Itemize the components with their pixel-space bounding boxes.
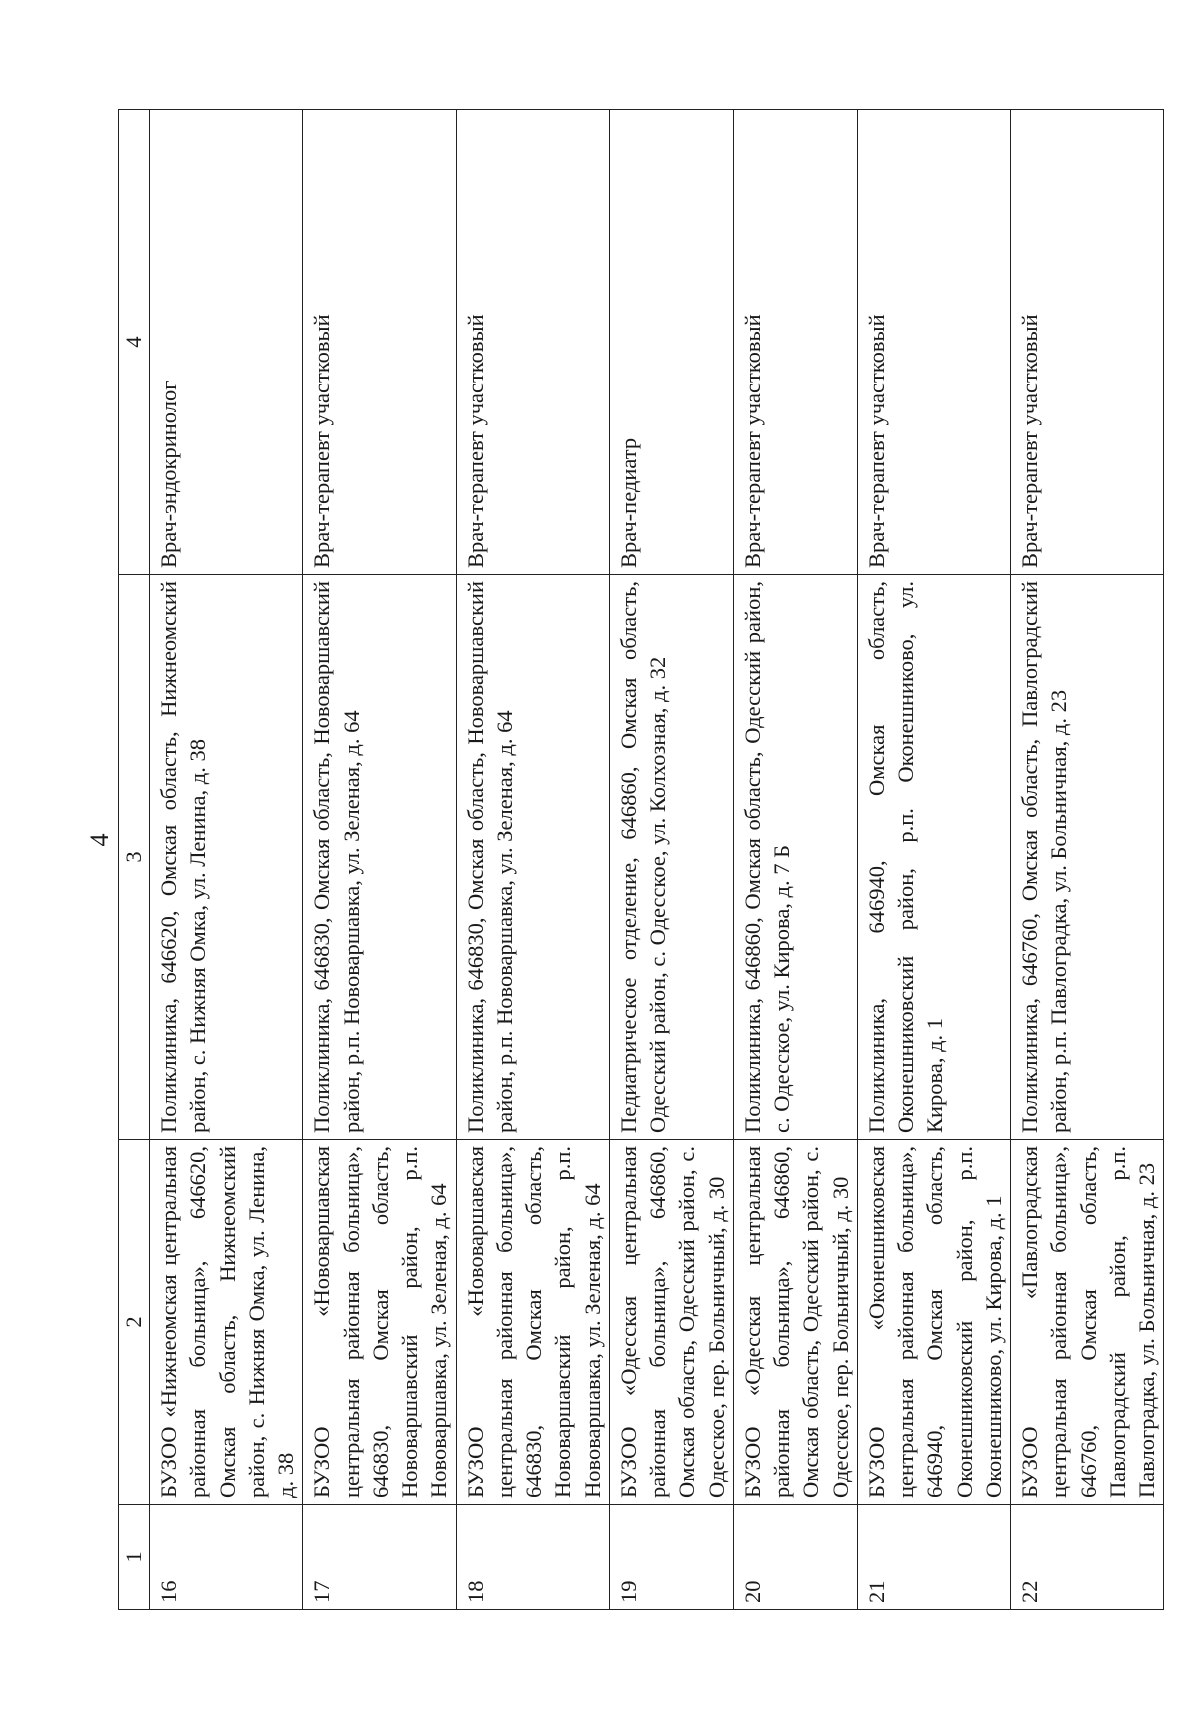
position-cell: Врач-эндокринолог	[150, 110, 303, 575]
organization-cell: БУЗОО «Одесская центральная районная больница», 646860, Омская область, Одесский район, с. Одесское, пер. Больничный, д. 30	[609, 1140, 733, 1505]
header-col-3: 3	[119, 575, 150, 1140]
clinic-cell: Поликлиника, 646760, Омская область, Павлоградский район, р.п. Павлоградка, ул. Больничная, д. 23	[1011, 575, 1164, 1140]
position-cell: Врач-терапевт участковый	[303, 110, 456, 575]
organization-cell: БУЗОО «Одесская центральная районная больница», 646860, Омская область, Одесский район, с. Одесское, пер. Больничный, д. 30	[733, 1140, 857, 1505]
row-number: 18	[456, 1505, 609, 1610]
clinic-cell: Поликлиника, 646860, Омская область, Одесский район, с. Одесское, ул. Кирова, д. 7 Б	[733, 575, 857, 1140]
organization-cell: БУЗОО «Нововаршавская центральная районная больница», 646830, Омская область, Нововаршавский район, р.п. Нововаршавка, ул. Зеленая, д. 64	[303, 1140, 456, 1505]
table-row	[456, 110, 609, 1610]
position-cell: Врач-терапевт участковый	[857, 110, 1010, 575]
header-row	[119, 110, 150, 1610]
table-row	[857, 110, 1010, 1610]
clinic-cell: Поликлиника, 646620, Омская область, Нижнеомский район, с. Нижняя Омка, ул. Ленина, д. 38	[150, 575, 303, 1140]
clinic-cell: Поликлиника, 646830, Омская область, Нововаршавский район, р.п. Нововаршавка, ул. Зеленая, д. 64	[456, 575, 609, 1140]
row-number: 16	[150, 1505, 303, 1610]
table-row	[1011, 110, 1164, 1610]
position-cell: Врач-терапевт участковый	[1011, 110, 1164, 575]
organization-cell: БУЗОО «Нововаршавская центральная районная больница», 646830, Омская область, Нововаршавский район, р.п. Нововаршавка, ул. Зеленая, д. 64	[456, 1140, 609, 1505]
row-number: 21	[857, 1505, 1010, 1610]
clinic-cell: Поликлиника, 646830, Омская область, Нововаршавский район, р.п. Нововаршавка, ул. Зеленая, д. 64	[303, 575, 456, 1140]
header-col-1: 1	[119, 1505, 150, 1610]
table-row	[303, 110, 456, 1610]
organization-cell: БУЗОО «Оконешниковская центральная районная больница», 646940, Омская область, Оконешниковский район, р.п. Оконешниково, ул. Кирова, д. 1	[857, 1140, 1010, 1505]
clinic-cell: Поликлиника, 646940, Омская область, Оконешниковский район, р.п. Оконешниково, ул. Кирова, д. 1	[857, 575, 1010, 1140]
table-row	[150, 110, 303, 1610]
hospitals-table	[118, 109, 1164, 1610]
position-cell: Врач-терапевт участковый	[733, 110, 857, 575]
row-number: 22	[1011, 1505, 1164, 1610]
table-row	[733, 110, 857, 1610]
page-number: 4	[85, 833, 114, 847]
header-col-4: 4	[119, 110, 150, 575]
position-cell: Врач-терапевт участковый	[456, 110, 609, 575]
organization-cell: БУЗОО «Павлоградская центральная районная больница», 646760, Омская область, Павлоградский район, р.п. Павлоградка, ул. Больничная, д. 23	[1011, 1140, 1164, 1505]
clinic-cell: Педиатрическое отделение, 646860, Омская область, Одесский район, с. Одесское, ул. Колхозная, д. 32	[609, 575, 733, 1140]
header-col-2: 2	[119, 1140, 150, 1505]
row-number: 17	[303, 1505, 456, 1610]
position-cell: Врач-педиатр	[609, 110, 733, 575]
row-number: 20	[733, 1505, 857, 1610]
row-number: 19	[609, 1505, 733, 1610]
table-row	[609, 110, 733, 1610]
rotated-table-container	[118, 110, 1159, 1610]
organization-cell: БУЗОО «Нижнеомская центральная районная больница», 646620, Омская область, Нижнеомский район, с. Нижняя Омка, ул. Ленина, д. 38	[150, 1140, 303, 1505]
